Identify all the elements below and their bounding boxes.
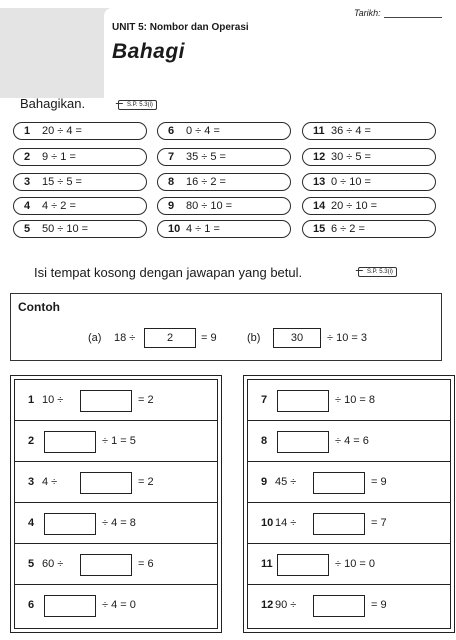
question-number: 2 bbox=[24, 151, 31, 163]
answer-box[interactable] bbox=[313, 595, 365, 617]
row-expression-right: = 6 bbox=[138, 558, 154, 570]
answer-box[interactable] bbox=[313, 513, 365, 535]
question-pill bbox=[13, 197, 147, 215]
row-number: 7 bbox=[261, 394, 268, 406]
answer-box[interactable] bbox=[80, 554, 132, 576]
row-expression-left: 90 ÷ bbox=[275, 599, 297, 611]
row-number: 1 bbox=[28, 394, 35, 406]
row-number: 5 bbox=[28, 558, 35, 570]
question-expression[interactable]: 9 ÷ 1 = bbox=[42, 151, 76, 163]
question-pill bbox=[302, 173, 436, 191]
part2-ref-tag: S.P. 5.3(i) bbox=[358, 267, 397, 277]
example-b-answer-box: 30 bbox=[273, 328, 321, 348]
table-row bbox=[14, 422, 218, 462]
answer-box[interactable] bbox=[44, 431, 96, 453]
question-number: 15 bbox=[313, 223, 326, 235]
question-number: 13 bbox=[313, 176, 326, 188]
question-expression[interactable]: 36 ÷ 4 = bbox=[331, 125, 371, 137]
question-expression[interactable]: 80 ÷ 10 = bbox=[186, 200, 233, 212]
row-number: 3 bbox=[28, 476, 35, 488]
question-number: 9 bbox=[168, 200, 175, 212]
question-pill bbox=[157, 220, 291, 238]
row-expression-right: ÷ 4 = 0 bbox=[102, 599, 136, 611]
table-row bbox=[14, 381, 218, 421]
row-expression-left: 10 ÷ bbox=[42, 394, 64, 406]
table-row bbox=[14, 545, 218, 585]
table-row bbox=[247, 504, 451, 544]
answer-box[interactable] bbox=[277, 554, 329, 576]
question-expression[interactable]: 20 ÷ 4 = bbox=[42, 125, 82, 137]
question-expression[interactable]: 4 ÷ 2 = bbox=[42, 200, 76, 212]
question-expression[interactable]: 0 ÷ 4 = bbox=[186, 125, 220, 137]
question-number: 8 bbox=[168, 176, 175, 188]
question-pill bbox=[157, 148, 291, 166]
question-number: 1 bbox=[24, 125, 31, 137]
table-row bbox=[247, 545, 451, 585]
left-answer-table bbox=[10, 375, 222, 633]
row-number: 6 bbox=[28, 599, 35, 611]
table-row bbox=[14, 586, 218, 626]
example-box bbox=[10, 293, 442, 361]
question-pill bbox=[13, 220, 147, 238]
question-expression[interactable]: 15 ÷ 5 = bbox=[42, 176, 82, 188]
question-number: 12 bbox=[313, 151, 326, 163]
question-expression[interactable]: 30 ÷ 5 = bbox=[331, 151, 371, 163]
row-expression-right: = 9 bbox=[371, 599, 387, 611]
answer-box[interactable] bbox=[277, 390, 329, 412]
question-number: 6 bbox=[168, 125, 175, 137]
answer-box[interactable] bbox=[44, 595, 96, 617]
row-expression-right: ÷ 10 = 8 bbox=[335, 394, 375, 406]
question-expression[interactable]: 35 ÷ 5 = bbox=[186, 151, 226, 163]
question-expression[interactable]: 0 ÷ 10 = bbox=[331, 176, 371, 188]
row-number: 9 bbox=[261, 476, 268, 488]
example-a-label: (a) bbox=[88, 332, 102, 344]
page-title: Bahagi bbox=[112, 40, 186, 63]
table-row bbox=[247, 381, 451, 421]
row-expression-right: = 2 bbox=[138, 476, 154, 488]
answer-box[interactable] bbox=[44, 513, 96, 535]
example-label: Contoh bbox=[18, 300, 60, 314]
date-field[interactable] bbox=[384, 17, 442, 18]
row-number: 8 bbox=[261, 435, 268, 447]
question-expression[interactable]: 50 ÷ 10 = bbox=[42, 223, 89, 235]
row-expression-left: 14 ÷ bbox=[275, 517, 297, 529]
example-a-expression: 18 ÷ bbox=[114, 332, 136, 344]
question-expression[interactable]: 16 ÷ 2 = bbox=[186, 176, 226, 188]
question-number: 4 bbox=[24, 200, 31, 212]
example-a-result: = 9 bbox=[201, 332, 217, 344]
question-number: 10 bbox=[168, 223, 181, 235]
table-row bbox=[247, 586, 451, 626]
table-row bbox=[247, 422, 451, 462]
question-pill bbox=[13, 148, 147, 166]
row-number: 10 bbox=[261, 517, 274, 529]
question-pill bbox=[302, 220, 436, 238]
question-expression[interactable]: 4 ÷ 1 = bbox=[186, 223, 220, 235]
row-expression-right: ÷ 4 = 8 bbox=[102, 517, 136, 529]
part1-instruction: Bahagikan. bbox=[20, 96, 86, 111]
question-number: 14 bbox=[313, 200, 326, 212]
row-expression-right: = 7 bbox=[371, 517, 387, 529]
question-number: 11 bbox=[313, 125, 325, 137]
answer-box[interactable] bbox=[80, 390, 132, 412]
row-number: 4 bbox=[28, 517, 35, 529]
question-pill bbox=[302, 122, 436, 140]
question-pill bbox=[13, 122, 147, 140]
row-expression-right: ÷ 10 = 0 bbox=[335, 558, 375, 570]
row-expression-right: = 9 bbox=[371, 476, 387, 488]
table-row bbox=[14, 504, 218, 544]
example-b-result: ÷ 10 = 3 bbox=[327, 332, 367, 344]
question-number: 3 bbox=[24, 176, 31, 188]
answer-box[interactable] bbox=[313, 472, 365, 494]
row-expression-left: 60 ÷ bbox=[42, 558, 64, 570]
table-row bbox=[247, 463, 451, 503]
question-number: 7 bbox=[168, 151, 175, 163]
date-label: Tarikh: bbox=[354, 8, 381, 18]
question-pill bbox=[302, 197, 436, 215]
row-expression-right: ÷ 1 = 5 bbox=[102, 435, 136, 447]
right-answer-table bbox=[243, 375, 455, 633]
row-number: 2 bbox=[28, 435, 35, 447]
part1-ref-tag: S.P. 5.3(i) bbox=[118, 100, 157, 110]
row-expression-left: 45 ÷ bbox=[275, 476, 297, 488]
table-row bbox=[14, 463, 218, 503]
question-pill bbox=[157, 197, 291, 215]
answer-box[interactable] bbox=[277, 431, 329, 453]
row-number: 11 bbox=[261, 558, 273, 570]
example-a-answer-box: 2 bbox=[144, 328, 196, 348]
question-pill bbox=[157, 173, 291, 191]
part2-instruction: Isi tempat kosong dengan jawapan yang betul. bbox=[34, 265, 303, 280]
question-pill bbox=[302, 148, 436, 166]
answer-box[interactable] bbox=[80, 472, 132, 494]
question-expression[interactable]: 20 ÷ 10 = bbox=[331, 200, 378, 212]
question-pill bbox=[157, 122, 291, 140]
row-number: 12 bbox=[261, 599, 274, 611]
row-expression-right: = 2 bbox=[138, 394, 154, 406]
row-expression-right: ÷ 4 = 6 bbox=[335, 435, 369, 447]
question-expression[interactable]: 6 ÷ 2 = bbox=[331, 223, 365, 235]
row-expression-left: 4 ÷ bbox=[42, 476, 58, 488]
question-number: 5 bbox=[24, 223, 31, 235]
example-b-label: (b) bbox=[247, 332, 261, 344]
unit-title: UNIT 5: Nombor dan Operasi bbox=[112, 22, 249, 33]
question-pill bbox=[13, 173, 147, 191]
